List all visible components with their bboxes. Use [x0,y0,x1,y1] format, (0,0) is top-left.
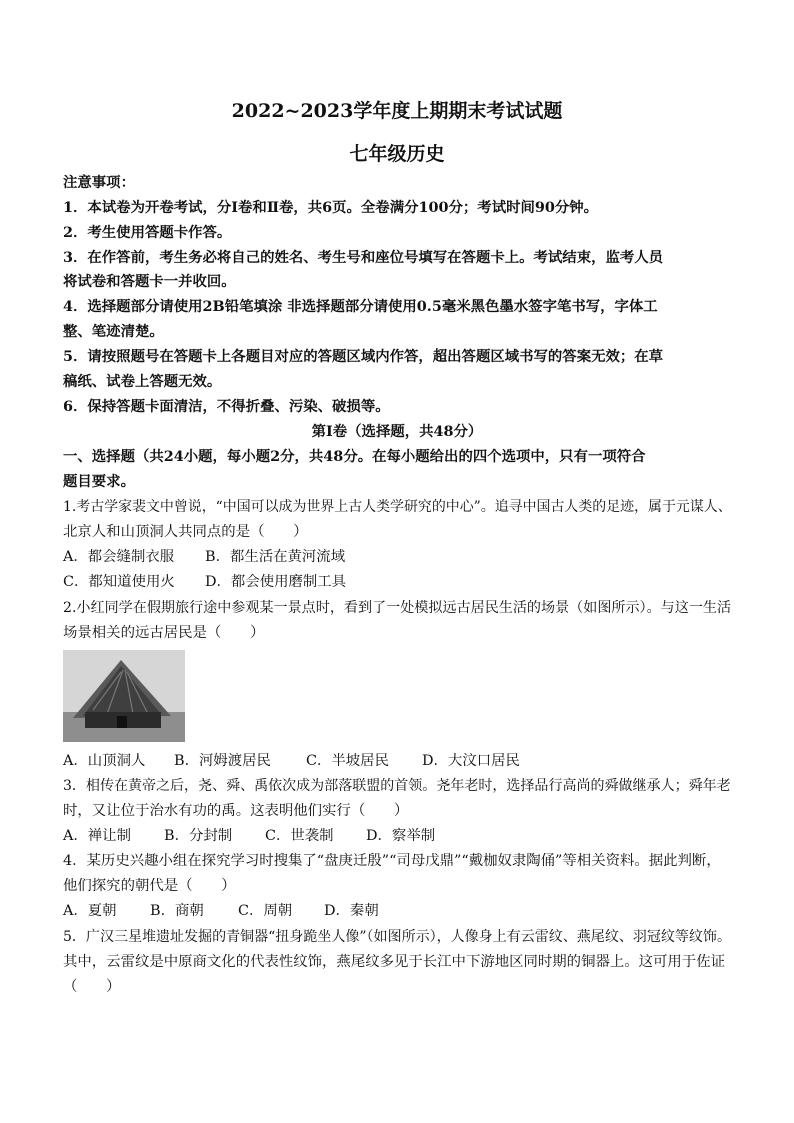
notice-line: 稿纸、试卷上答题无效。 [63,373,222,390]
question-5-stem: （ ） [63,979,121,995]
option-b: B．河姆渡居民 [174,753,271,769]
option-a: A．夏朝 [63,903,117,919]
question-2-stem: 2.小红同学在假期旅行途中参观某一景点时，看到了一处模拟远古居民生活的场景（如图所示）。与这一生活 [63,600,732,616]
question-1-stem: 1.考古学家裴文中曾说，“中国可以成为世界上古人类学研究的中心”。追寻中国古人类的足迹，属于元谋人、 [63,499,732,515]
option-a: A．禅让制 [63,828,131,844]
question-5-stem: 5．广汉三星堆遗址发掘的青铜器“扭身跪坐人像”（如图所示），人像身上有云雷纹、燕尾纹、羽冠纹等纹饰。 [63,929,731,945]
question-1-options [63,548,735,566]
question-4-stem: 4．某历史兴趣小组在探究学习时搜集了“盘庚迁殷”“司母戊鼎”“戴枷奴隶陶俑”等相关资料。据此判断， [63,853,721,869]
section-instruction: 题目要求。 [63,473,135,490]
notice-line: 整、笔迹清楚。 [63,323,164,340]
question-2-stem: 场景相关的远古居民是（ ） [63,625,265,641]
notice-line: 5．请按照题号在答题卡上各题目对应的答题区域内作答，超出答题区域书写的答案无效；在草 [63,348,664,365]
exam-subtitle: 七年级历史 [349,143,445,165]
notice-line: 1．本试卷为开卷考试，分Ⅰ卷和Ⅱ卷，共6页。全卷满分100分；考试时间90分钟。 [63,199,599,216]
question-2-options [63,752,735,770]
option-d: D．秦朝 [324,903,379,919]
question-4-options [63,902,735,920]
section-title: 第Ⅰ卷（选择题，共48分） [311,423,483,440]
section-instruction: 一、选择题（共24小题，每小题2分，共48分。在每小题给出的四个选项中，只有一项符合 [63,448,646,465]
option-b: B．商朝 [150,903,204,919]
exam-title: 2022~2023学年度上期期末考试试题 [231,100,563,122]
question-5-stem: 其中，云雷纹是中原商文化的代表性纹饰，燕尾纹多见于长江中下游地区同时期的铜器上。这可用于佐证 [63,954,725,970]
thatched-hut-illustration [63,650,185,742]
notice-line: 2．考生使用答题卡作答。 [63,224,232,241]
notice-heading: 注意事项： [63,174,135,191]
notice-line: 将试卷和答题卡一并收回。 [63,273,236,290]
hut-photo [63,650,185,742]
question-1-options [63,573,735,591]
notice-line: 6．保持答题卡面清洁，不得折叠、污染、破损等。 [63,398,390,415]
option-a: A．山顶洞人 [63,753,146,769]
option-c: C．都知道使用火 [63,574,175,590]
question-4-stem: 他们探究的朝代是（ ） [63,878,236,894]
option-b: B．分封制 [164,828,233,844]
question-3-stem: 3．相传在黄帝之后，尧、舜、禹依次成为部落联盟的首领。尧年老时，选择品行高尚的舜做继承人；舜年老 [63,778,731,794]
option-d: D．察举制 [366,828,436,844]
notice-line: 3．在作答前，考生务必将自己的姓名、考生号和座位号填写在答题卡上。考试结束，监考人员 [63,249,664,266]
question-3-stem: 时，又让位于治水有功的禹。这表明他们实行（ ） [63,803,409,819]
option-c: C．世袭制 [265,828,334,844]
notice-line: 4．选择题部分请使用2B铅笔填涂 非选择题部分请使用0.5毫米黑色墨水签字笔书写，字体工 [63,298,658,315]
question-1-stem: 北京人和山顶洞人共同点的是（ ） [63,524,308,540]
question-3-options [63,827,735,845]
option-a: A．都会缝制衣服 [63,549,175,565]
option-d: D．都会使用磨制工具 [205,574,347,590]
option-b: B．都生活在黄河流域 [205,549,346,565]
option-d: D．大汶口居民 [422,753,520,769]
option-c: C．半坡居民 [306,753,389,769]
option-c: C．周朝 [238,903,293,919]
